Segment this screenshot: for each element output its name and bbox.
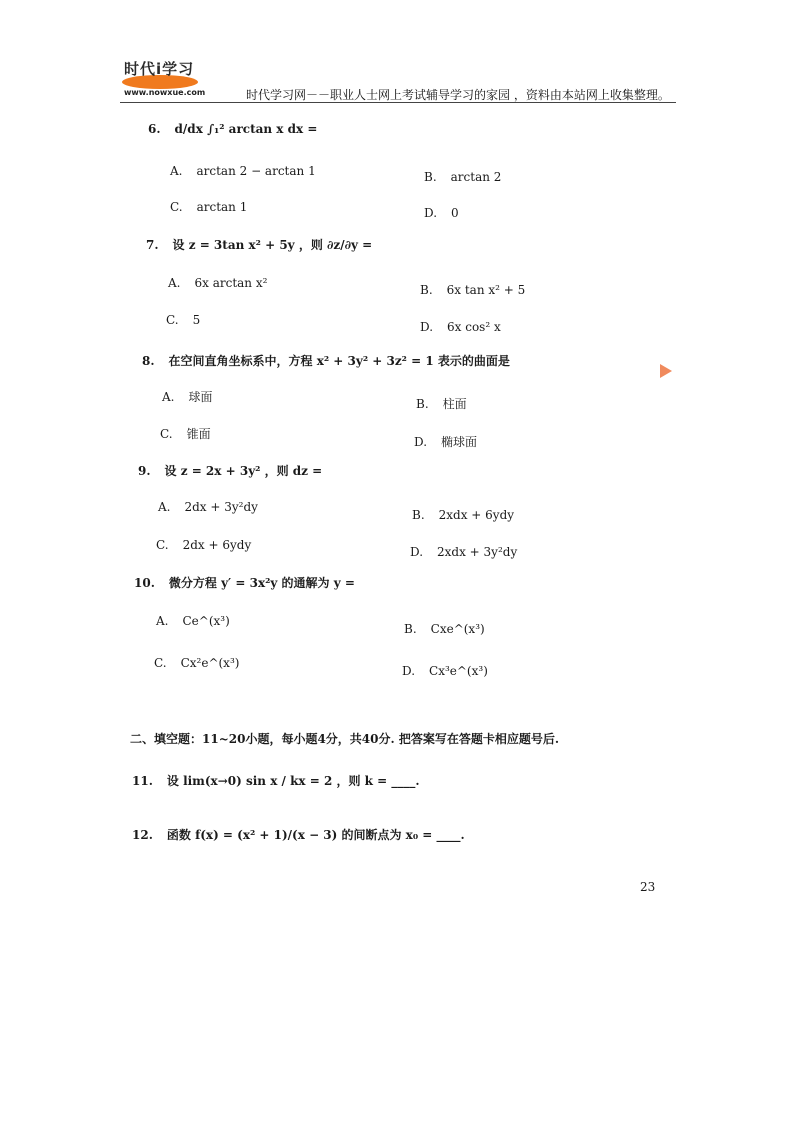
question-12: 12. 函数 f(x) = (x² + 1)/(x − 3) 的间断点为 x₀ = ____. xyxy=(132,828,465,842)
q9-option-c: C. 2dx + 6ydy xyxy=(156,538,252,552)
question-7: 7. 设 z = 3tan x² + 5y ，则 ∂z/∂y = xyxy=(146,238,373,252)
question-11: 11. 设 lim(x→0) sin x / kx = 2 ，则 k = ____. xyxy=(132,774,420,788)
logo-text: 时代i学习 xyxy=(124,60,195,78)
q10-option-d: D. Cx³e^(x³) xyxy=(402,664,488,678)
q6-option-c: C. arctan 1 xyxy=(170,200,248,214)
question-8: 8. 在空间直角坐标系中，方程 x² + 3y² + 3z² = 1 表示的曲面是 xyxy=(142,354,510,368)
question-10: 10. 微分方程 y′ = 3x²y 的通解为 y = xyxy=(134,576,355,590)
question-9: 9. 设 z = 2x + 3y² ，则 dz = xyxy=(138,464,323,478)
q9-option-a: A. 2dx + 3y²dy xyxy=(158,500,258,514)
q9-option-b: B. 2xdx + 6ydy xyxy=(412,508,515,522)
q6-option-d: D. 0 xyxy=(424,206,459,220)
q9-option-d: D. 2xdx + 3y²dy xyxy=(410,545,518,559)
q8-option-b: B. 柱面 xyxy=(416,397,467,411)
q7-option-d: D. 6x cos² x xyxy=(420,320,501,334)
header-divider xyxy=(120,102,676,103)
q6-option-a: A. arctan 2 − arctan 1 xyxy=(170,164,316,178)
q7-option-b: B. 6x tan x² + 5 xyxy=(420,283,526,297)
q10-option-c: C. Cx²e^(x³) xyxy=(154,656,240,670)
q8-option-d: D. 椭球面 xyxy=(414,435,478,449)
q10-option-b: B. Cxe^(x³) xyxy=(404,622,485,636)
q7-option-a: A. 6x arctan x² xyxy=(168,276,268,290)
q10-option-a: A. Ce^(x³) xyxy=(156,614,230,628)
question-6: 6. d/dx ∫₁² arctan x dx = xyxy=(148,122,318,136)
q6-option-b: B. arctan 2 xyxy=(424,170,502,184)
q8-option-a: A. 球面 xyxy=(162,390,213,404)
play-arrow-icon xyxy=(660,364,672,378)
section-2-title: 二、填空题：11~20小题，每小题4分，共40分. 把答案写在答题卡相应题号后. xyxy=(130,732,560,746)
site-logo xyxy=(122,58,206,98)
header-text: 时代学习网－－职业人士网上考试辅导学习的家园 ，资料由本站网上收集整理。 xyxy=(246,88,670,102)
page-number: 23 xyxy=(640,880,656,894)
logo-url: www.nowxue.com xyxy=(124,88,206,97)
q8-option-c: C. 锥面 xyxy=(160,427,211,441)
q7-option-c: C. 5 xyxy=(166,313,201,327)
